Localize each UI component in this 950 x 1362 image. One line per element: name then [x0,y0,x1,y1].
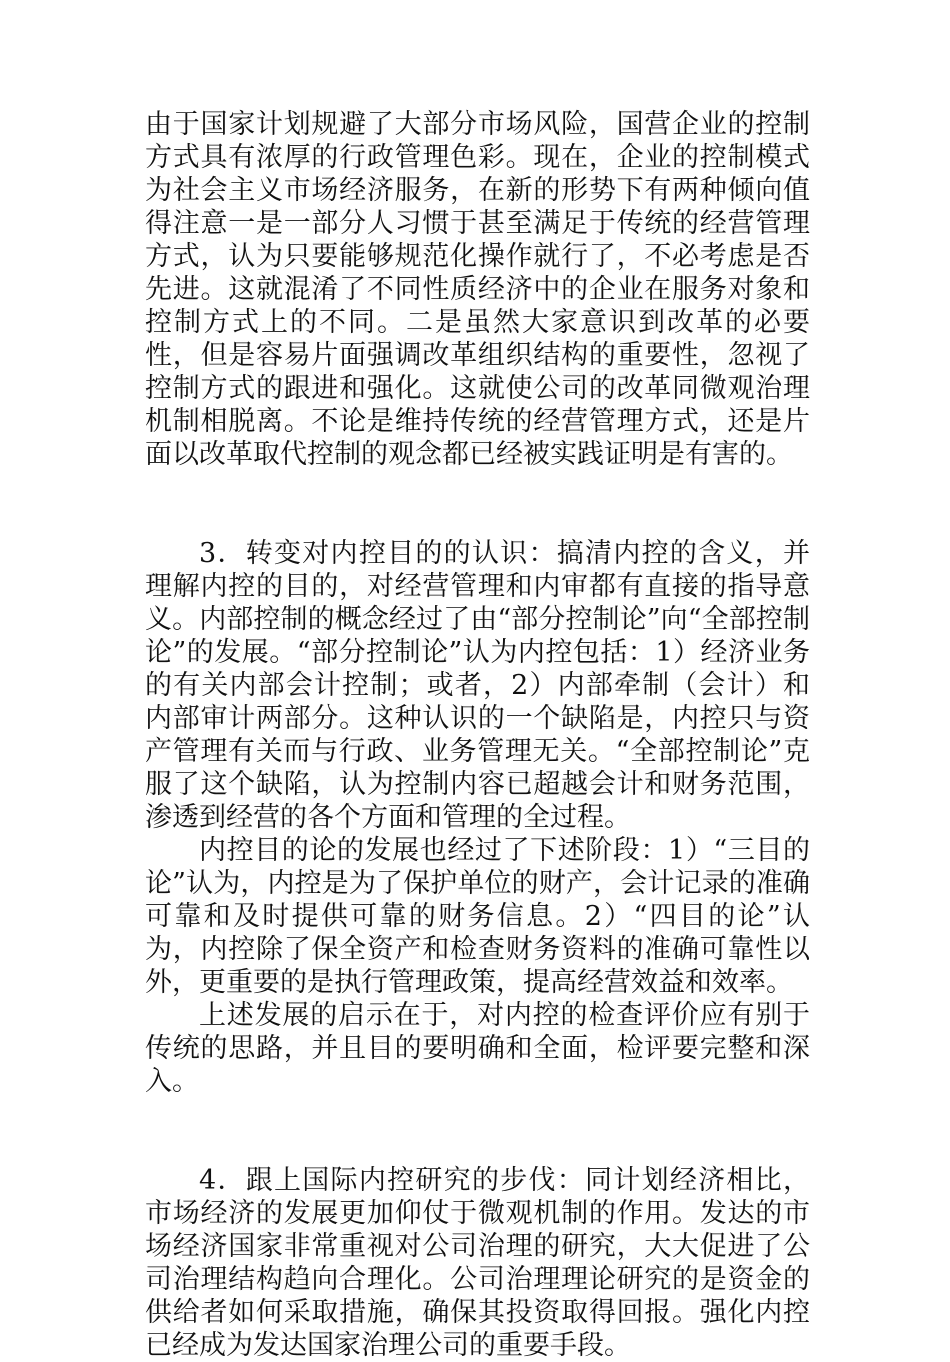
paragraph-spacer [145,1098,810,1164]
paragraph-section-4: 4．跟上国际内控研究的步伐：同计划经济相比，市场经济的发展更加仰仗于微观机制的作用。发达的市场经济国家非常重视对公司治理的研究，大大促进了公司治理结构趋向合理化。公司治理理论研究的是资金的供给者如何采取措施，确保其投资取得回报。强化内控已经成为发达国家治理公司的重要手段。 [145,1165,810,1361]
paragraph-implication: 上述发展的启示在于，对内控的检查评价应有别于传统的思路，并且目的要明确和全面，检评要完整和深入。 [145,1000,810,1097]
paragraph-section-3: 3．转变对内控目的的认识：搞清内控的含义，并理解内控的目的，对经营管理和内审都有直接的指导意义。内部控制的概念经过了由“部分控制论”向“全部控制论”的发展。“部分控制论”认为内控包括：1）经济业务的有关内部会计控制；或者，2）内部牵制（会计）和内部审计两部分。这种认识的一个缺陷是，内控只与资产管理有关而与行政、业务管理无关。“全部控制论”克服了这个缺陷，认为控制内容已超越会计和财务范围，渗透到经营的各个方面和管理的全过程。 [145,538,810,833]
paragraph-objective-theory: 内控目的论的发展也经过了下述阶段：1）“三目的论”认为，内控是为了保护单位的财产，会计记录的准确可靠和及时提供可靠的财务信息。2）“四目的论”认为，内控除了保全资产和检查财务资料的准确可靠性以外，更重要的是执行管理政策，提高经营效益和效率。 [145,835,810,998]
paragraph-control-modes: 由于国家计划规避了大部分市场风险，国营企业的控制方式具有浓厚的行政管理色彩。现在，企业的控制模式为社会主义市场经济服务，在新的形势下有两种倾向值得注意一是一部分人习惯于甚至满足于传统的经营管理方式，认为只要能够规范化操作就行了，不必考虑是否先进。这就混淆了不同性质经济中的企业在服务对象和控制方式上的不同。二是虽然大家意识到改革的必要性，但是容易片面强调改革组织结构的重要性，忽视了控制方式的跟进和强化。这就使公司的改革同微观治理机制相脱离。不论是维持传统的经营管理方式，还是片面以改革取代控制的观念都已经被实践证明是有害的。 [145,109,810,470]
document-page [145,108,810,1362]
paragraph-spacer [145,471,810,537]
